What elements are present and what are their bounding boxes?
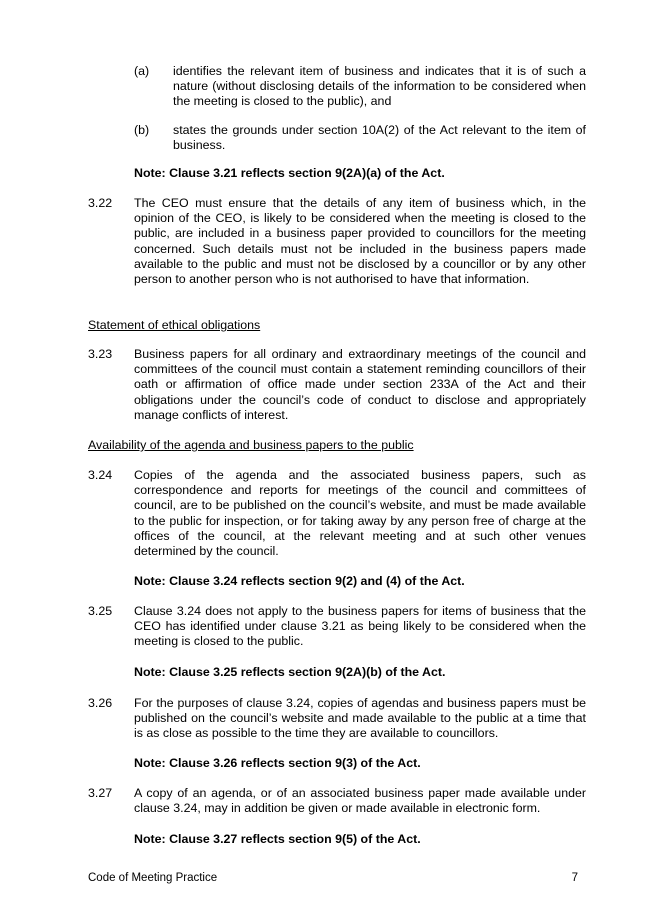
clause-3-25-text: Clause 3.24 does not apply to the business papers for items of business that the CEO has identified under clause 3.21 as being likely to be considered when the meeting is closed to the public.	[134, 604, 586, 649]
clause-3-24-text: Copies of the agenda and the associated business papers, such as correspondence and reports for meetings of the council and committees of council, are to be published on the council’s website, and must be made available to the public for inspection, or for taking away by any person free of charge at the offices of the council, at the relevant meeting and at such other venues determined by the council.	[134, 468, 586, 559]
clause-3-25-number: 3.25	[88, 604, 113, 618]
note-clause-3-27: Note: Clause 3.27 reflects section 9(5) of the Act.	[134, 832, 421, 846]
clause-3-24-number: 3.24	[88, 468, 113, 482]
note-clause-3-24: Note: Clause 3.24 reflects section 9(2) and (4) of the Act.	[134, 574, 465, 588]
note-clause-3-26: Note: Clause 3.26 reflects section 9(3) of the Act.	[134, 756, 421, 770]
clause-3-26-number: 3.26	[88, 696, 113, 710]
clause-3-23-number: 3.23	[88, 347, 113, 361]
heading-ethical-obligations: Statement of ethical obligations	[88, 318, 261, 332]
clause-3-22-text: The CEO must ensure that the details of any item of business which, in the opinion of the CEO, is likely to be considered when the meeting is closed to the public, are included in a business paper provided to councillors for the meeting concerned. Such details must not be included in the business papers made available to the public and must not be disclosed by a councillor or by any other person to another person who is not authorised to have that information.	[134, 196, 586, 287]
footer-page-number: 7	[571, 872, 578, 884]
clause-3-27-text: A copy of an agenda, or of an associated business paper made available under clause 3.24, may in addition be given or made available in electronic form.	[134, 786, 586, 816]
note-clause-3-21: Note: Clause 3.21 reflects section 9(2A)(a) of the Act.	[134, 166, 445, 180]
clause-3-22-number: 3.22	[88, 196, 113, 210]
item-b-text: states the grounds under section 10A(2) of the Act relevant to the item of business.	[173, 123, 586, 153]
item-b-label: (b)	[134, 123, 150, 137]
item-a-text: identifies the relevant item of business and indicates that it is of such a nature (without disclosing details of the information to be considered when the meeting is closed to the public), and	[173, 64, 586, 109]
item-a-label: (a)	[134, 64, 150, 78]
clause-3-27-number: 3.27	[88, 786, 113, 800]
heading-availability: Availability of the agenda and business papers to the public	[88, 438, 414, 452]
clause-3-26-text: For the purposes of clause 3.24, copies of agendas and business papers must be published on the council’s website and made available to the public at a time that is as close as possible to the time they are available to councillors.	[134, 696, 586, 741]
footer-title: Code of Meeting Practice	[88, 872, 218, 884]
note-clause-3-25: Note: Clause 3.25 reflects section 9(2A)(b) of the Act.	[134, 665, 446, 679]
clause-3-23-text: Business papers for all ordinary and extraordinary meetings of the council and committees of the council must contain a statement reminding councillors of their oath or affirmation of office made under section 233A of the Act and their obligations under the council’s code of conduct to disclose and appropriately manage conflicts of interest.	[134, 347, 586, 422]
